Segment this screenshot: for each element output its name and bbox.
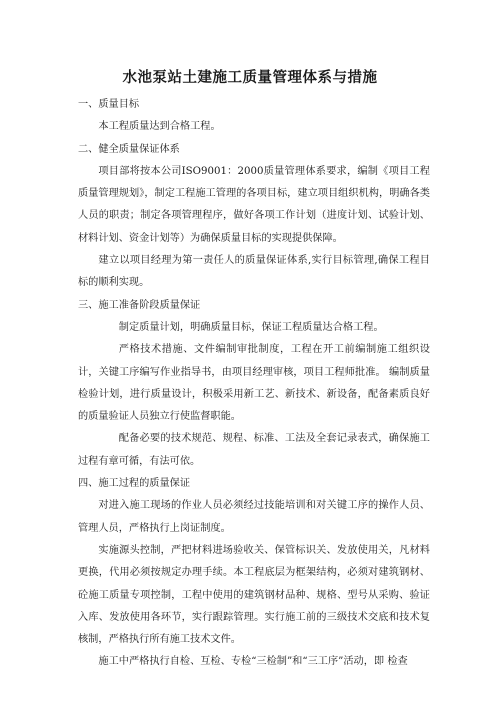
paragraph: 实施源头控制，严把材料进场验收关、保管标识关、发放使用关，凡材料更换，代用必须按规定办理手续。本工程底层为框架结构，必须对建筑钢材、砼施工质量专项控制，工程中使用的建筑钢材品种、规格、型号从采购、验证入库、发放使用各环节，实行跟踪管理。实行施工前的三级技术交底和技术复核制，严格执行所有施工技术文件。 (78, 544, 430, 646)
paragraph: 制定质量计划，明确质量目标，保证工程质量达合格工程。 (118, 321, 384, 333)
section-heading-preparation: 三、施工准备阶段质量保证 (78, 299, 201, 311)
section-heading-construction-process: 四、施工过程的质量保证 (78, 478, 191, 490)
paragraph: 施工中严格执行自检、互检、专检“三检制”和“三工序”活动，即 检查 (98, 656, 408, 668)
paragraph: 对进入施工现场的作业人员必须经过技能培训和对关键工序的操作人员、管理人员，严格执行上岗证制度。 (78, 500, 430, 534)
paragraph: 严格技术措施、文件编制审批制度，工程在开工前编制施工组织设计，关键工序编写作业指导书，由项目经理审核，项目工程师批准。 编制质量检验计划，进行质量设计，积极采用新工艺、新技术、新设备，配备素质良好的质量验证人员独立行使监督职能。 (78, 344, 430, 423)
document-body (78, 94, 430, 674)
paragraph: 配备必要的技术规范、规程、标准、工法及全套记录表式，确保施工过程有章可循，有法可依。 (78, 433, 430, 467)
section-heading-quality-goal: 一、质量目标 (78, 99, 140, 110)
section-heading-quality-system: 二、健全质量保证体系 (78, 143, 180, 155)
paragraph: 本工程质量达到合格工程。 (98, 121, 221, 133)
paragraph: 建立以项目经理为第一责任人的质量保证体系,实行目标管理,确保工程目标的顺利实现。 (78, 255, 430, 289)
document-title: 水池泵站土建施工质量管理体系与措施 (122, 70, 378, 86)
paragraph: 项目部将按本公司ISO9001：2000质量管理体系要求，编制《项目工程质量管理规划》，制定工程施工管理的各项目标，建立项目组织机构，明确各类人员的职责；制定各项管理程序，做好各项工作计划（进度计划、试验计划、材料计划、资金计划等）为确保质量目标的实现提供保障。 (78, 165, 430, 244)
